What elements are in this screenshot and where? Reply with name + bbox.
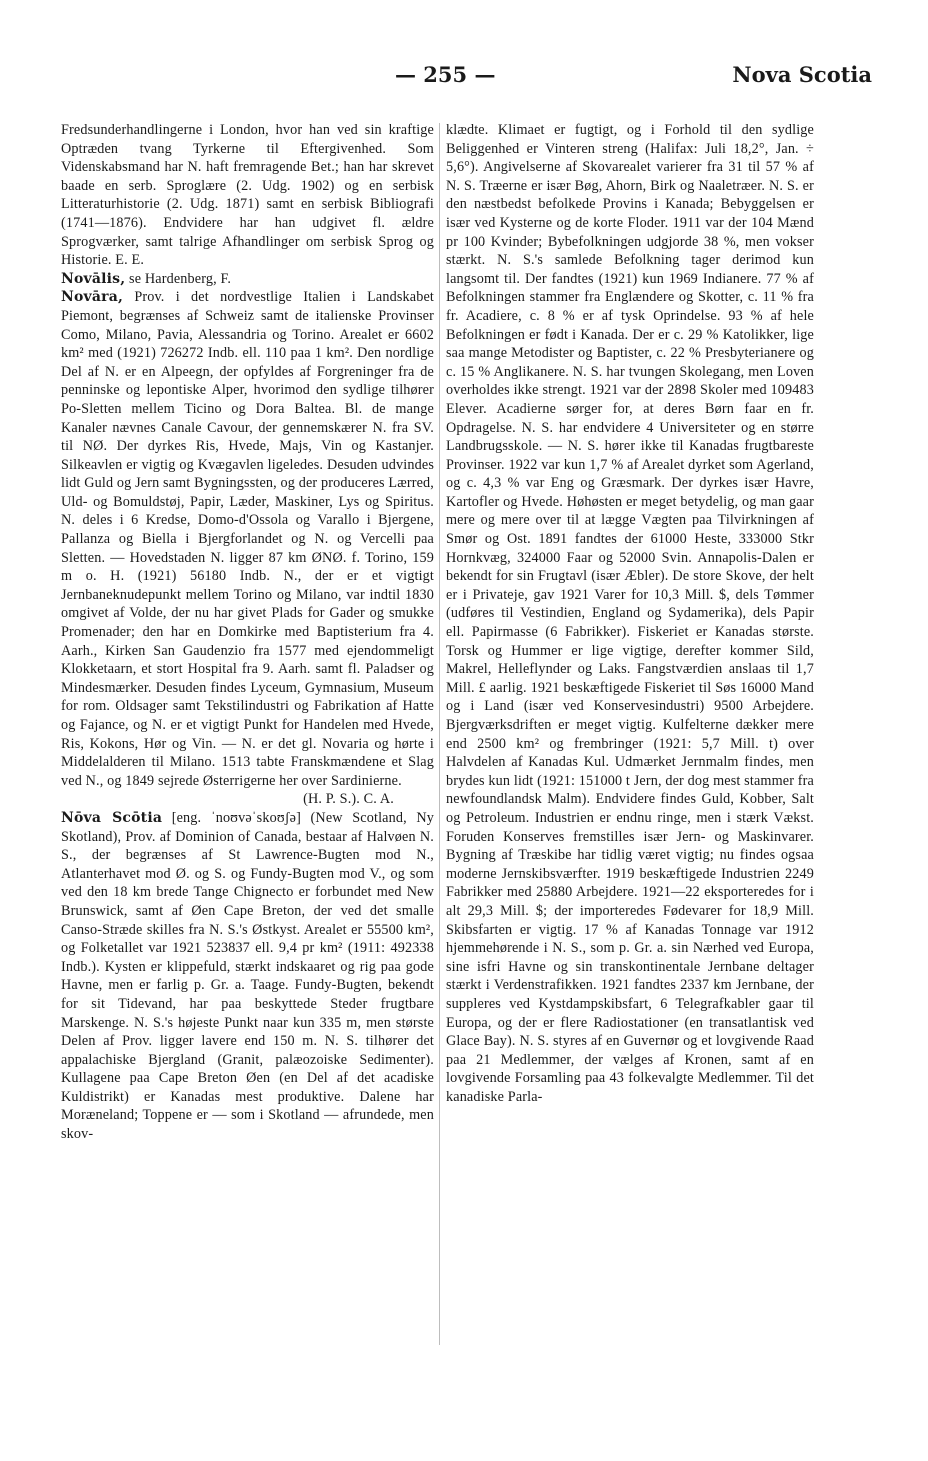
entry-novara-signature: (H. P. S.). C. A. (303, 791, 394, 808)
entry-novalis-text: se Hardenberg, F. (129, 270, 232, 287)
left-column (61, 121, 434, 1144)
continued-entry-text: Fredsunderhandlingerne i London, hvor han ved sin kraftige Optræden tvang Tyrkerne til Eftergivenhed. Som Videnskabsmand har N. haft fremragende Bet.; han har skrevet baade en serb. Sproglære (2. Udg. 1902) og en serbisk Litteraturhistorie (2. Udg. 1871) samt en serbisk Bibliografi (1741—1876). Endvidere har han udgivet fl. ældre Sprogværker, samt talrige Afhandlinger om serbisk Sprog og Historie. E. E. (61, 122, 434, 269)
entry-novalis (61, 270, 434, 289)
page-number: — 255 — (395, 62, 496, 87)
running-head: Nova Scotia (732, 62, 872, 87)
headword-novalis: Novālis, (61, 270, 126, 287)
entry-nova-scotia-continued: klædte. Klimaet er fugtigt, og i Forhold til den sydlige Beliggenhed er Vinteren streng (Halifax: Juli 18,2°, Jan. ÷ 5,6°). Angivelserne af Skovarealet varierer fra 31 til 57 % af N. S. Træerne er især Bøg, Ahorn, Birk og Naaletræer. N. S. er den næstbedst befolkede Provins i Kanada; Bebyggelsen er især ved Kysterne og de korte Floder. 1911 var der 104 Mænd pr 100 Kvinder; Bybefolkningen udgjorde 38 %, men vokser stærkt. N. S.'s samlede Befolkning tager derimod kun langsomt til. Der fandtes (1921) kun 1969 Indianere. 77 % af Befolkningen stammer fra Englændere og Skotter, c. 11 % fra fr. Acadiere, c. 8 % er af tysk Oprindelse. 93 % af hele Befolkningen er født i Kanada. Der er c. 29 % Katolikker, lige saa mange Metodister og Baptister, c. 22 % Presbyterianere og c. 15 % Anglikanere. N. S. har tvungen Skolegang, men Loven overholdes ikke strengt. 1921 var der 2898 Skoler med 109483 Elever. Acadierne sørger for, at deres Børn faar en fr. Opdragelse. N. S. har endvidere 4 Universiteter og en større Landbrugsskole. — N. S. hører ikke til Kanadas frugtbareste Provinser. 1922 var kun 1,7 % af Arealet dyrket som Agerland, og c. 4,3 % var Eng og Græsmark. Der dyrkes især Havre, Kartofler og Hvede. Høhøsten er meget betydelig, og man gaar mere og mere over til at lægge Vægten paa Tilvirkningen af Smør og Ost. 1891 fandtes der 61000 Heste, 333000 Stkr Hornkvæg, 324000 Faar og 52000 Svin. Annapolis-Dalen er bekendt for sin Frugtavl (især Æbler). De store Skove, der helt er i Privateje, gav 1921 Varer for 10,3 Mill. $, dels Tømmer (udføres til Vestindien, England og Sydamerika), dels Papir ell. Papirmasse (6 Fabrikker). Fiskeriet er Kanadas største. Torsk og Hummer er lige vigtige, derefter kommer Sild, Makrel, Helleflynder og Laks. Fangstværdien anslaas til 1,7 Mill. £ aarlig. 1921 beskæftigede Fiskeriet til Søs 16000 Mand og i Land (især ved Konservesindustri) 9500 Arbejdere. Bjergværksdriften er meget vigtig. Kulfelterne dækker mere end 2500 km² og frembringer (1921: 5,7 Mill. t) over Halvdelen af Kanadas Kul. Udmærket Jernmalm findes, men brydes kun lidt (1921: 151000 t Jern, der dog mest stammer fra newfoundlandsk Malm). Endvidere findes Guld, Kobber, Salt og Petroleum. Industrien er endnu ringe, men i stærk Vækst. Foruden Konserves fremstilles især Jern- og Maskinvarer. Bygning af Træskibe har tidlig været vigtig; nu findes ogsaa moderne Jernskibsværfter. 1919 beskæftigede Industrien 2249 Fabrikker med 25880 Arbejdere. 1921—22 eksporteredes for i alt 29,3 Mill. $; der importeredes Fødevarer for 18,9 Mill. Skibsfarten er vigtig. 17 % af Kanadas Tonnage var 1912 hjemmehørende i N. S., som p. Gr. a. sin Nærhed ved Europa, sine isfri Havne og sin transkontinentale Jernbane deltager stærkt i Verdenstrafikken. 1921 fandtes 2337 km Jernbane, der suppleres ved Kystdampskibsfart, 6 Telegrafkabler gaar til Europa, og der er flere Radiostationer (en transatlantisk ved Glace Bay). N. S. styres af en Guvernør og et lovgivende Raad paa 21 Medlemmer, der vælges af Kronen, samt af en lovgivende Forsamling paa 43 folkevalgte Medlemmer. Til det kanadiske Parla- (446, 122, 814, 1105)
entry-nova-scotia-text: [eng. ˈnoʊvəˈskoʊʃə] (New Scotland, Ny Skotland), Prov. af Dominion of Canada, bestaar af Halvøen N. S., der begrænses af St Lawrence-Bugten mod N., Atlanterhavet mod Ø. og S. og Fundy-Bugten mod V., og som ved den 18 km brede Tange Chignecto er forbundet med New Brunswick, samt af Øen Cape Breton, der ved det smalle Canso-Stræde skilles fra N. S.'s Østkyst. Arealet er 55500 km², og Folketallet var 1921 523837 ell. 9,4 pr km² (1911: 492338 Indb.). Kysten er klippefuld, stærkt indskaaret og rig paa gode Havne, men er farlig p. Gr. a. Taage. Fundy-Bugten, bekendt for sit Tidevand, har paa beskyttede Steder frugtbare Marskenge. N. S.'s højeste Punkt naar kun 335 m, men største Delen af Prov. ligger lavere end 150 m. N. S. tilhører det appalachiske Bjergland (Granit, palæozoiske Sedimenter). Kullagene paa Cape Breton Øen (en Del af det acadiske Kuldistrikt) er Kanadas mest produktive. Dalene har Moræneland; Toppene er — som i Skotland — afrundede, men skov- (61, 809, 435, 1143)
entry-novara (61, 288, 434, 790)
column-divider (439, 123, 440, 1345)
entry-nova-scotia (61, 809, 434, 1144)
headword-nova-scotia: Nōva Scōtia (61, 809, 163, 826)
page-header (60, 62, 872, 102)
right-column (446, 121, 814, 1106)
entry-novara-text: Prov. i det nordvestlige Italien i Landskabet Piemont, begrænses af Schweiz samt de italienske Provinser Como, Milano, Pavia, Alessandria og Torino. Arealet er 6602 km² med (1921) 726272 Indb. ell. 110 paa 1 km². Den nordlige Del af N. er en Alpeegn, der opfyldes af Forgreninger fra de penninske og lepontiske Alper, hvorimod den sydlige tilhører Po-Sletten mellem Ticino og Dora Baltea. Bl. de mange Kanaler nævnes Canale Cavour, der gennemskærer N. fra SV. til NØ. Der dyrkes Ris, Hvede, Majs, Vin og Kastanjer. Silkeavlen er vigtig og Kvægavlen ligeledes. Desuden udvindes lidt Guld og Jern samt Bygningssten, og der produceres Lærred, Uld- og Bomuldstøj, Papir, Læder, Maskiner, Lys og Spiritus. N. deles i 6 Kredse, Domo-d'Ossola og Varallo i Bjergene, Pallanza og Biella i Bjergforlandet og N. og Vercelli paa Sletten. — Hovedstaden N. ligger 87 km ØNØ. f. Torino, 159 m o. H. (1921) 56180 Indb. N., der er et vigtigt Jernbaneknudepunkt mellem Torino og Milano, var indtil 1830 omgivet af Volde, der nu har givet Plads for Gader og smukke Promenader; den har en Domkirke med Baptisterium fra 4. Aarh., Kirken San Gaudenzio fra 1577 med ejendommeligt Klokketaarn, et stort Hospital fra 9. Aarh. samt fl. Paladser og Mindesmærker. Desuden findes Lyceum, Gymnasium, Museum for rom. Oldsager samt Tekstilindustri og Fabrikation af Hatte og Fajance, og N. er et vigtigt Punkt for Handelen med Hvede, Ris, Kokons, Hør og Vin. — N. er det gl. Novaria og hørte i Middelalderen til Milano. 1513 tabte Franskmændene et Slag ved N., og 1849 sejrede Østerrigerne her over Sardinierne. (61, 289, 434, 789)
headword-novara: Novāra, (61, 289, 124, 306)
